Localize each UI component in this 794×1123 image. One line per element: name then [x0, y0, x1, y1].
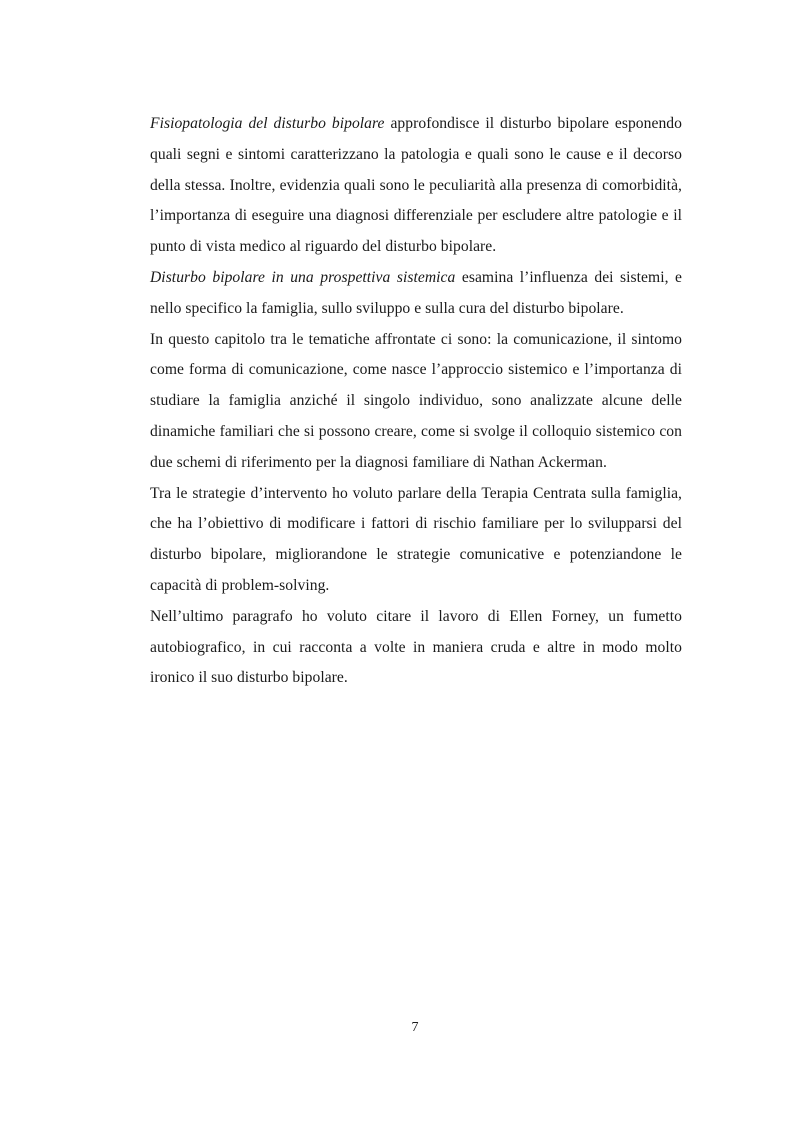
body-text [150, 109, 682, 694]
paragraph-strategie-intervento: Tra le strategie d’intervento ho voluto parlare della Terapia Centrata sulla famiglia, che ha l’obiettivo di modificare i fattori di rischio familiare per lo svilupparsi del disturbo bipolare, migliorandone le strategie comunicative e potenziandone le capacità di problem-solving. [150, 484, 682, 594]
paragraph-prospettiva-sistemica [150, 263, 682, 325]
chapter-title-fisiopatologia: Fisiopatologia del disturbo bipolare [150, 115, 385, 132]
paragraph-ellen-forney: Nell’ultimo paragrafo ho voluto citare il lavoro di Ellen Forney, un fumetto autobiografico, in cui racconta a volte in maniera cruda e altre in modo molto ironico il suo disturbo bipolare. [150, 607, 682, 687]
page-number: 7 [411, 1020, 419, 1035]
paragraph-fisiopatologia [150, 109, 682, 263]
paragraph-text: esamina l’influenza dei sistemi, e nello specifico la famiglia, sullo sviluppo e sulla cura del disturbo bipolare. [150, 268, 682, 317]
paragraph-text: approfondisce il disturbo bipolare esponendo quali segni e sintomi caratterizzano la patologia e quali sono le cause e il decorso della stessa. Inoltre, evidenzia quali sono le peculiarità alla presenza di comorbidità, l’importanza di eseguire una diagnosi differenziale per escludere altre patologie e il punto di vista medico al riguardo del disturbo bipolare. [150, 115, 682, 256]
chapter-title-prospettiva-sistemica: Disturbo bipolare in una prospettiva sistemica [150, 268, 456, 286]
paragraph-capitolo-tematiche: In questo capitolo tra le tematiche affrontate ci sono: la comunicazione, il sintomo come forma di comunicazione, come nasce l’approccio sistemico e l’importanza di studiare la famiglia anziché il singolo individuo, sono analizzate alcune delle dinamiche familiari che si possono creare, come si svolge il colloquio sistemico con due schemi di riferimento per la diagnosi familiare di Nathan Ackerman. [150, 330, 682, 471]
